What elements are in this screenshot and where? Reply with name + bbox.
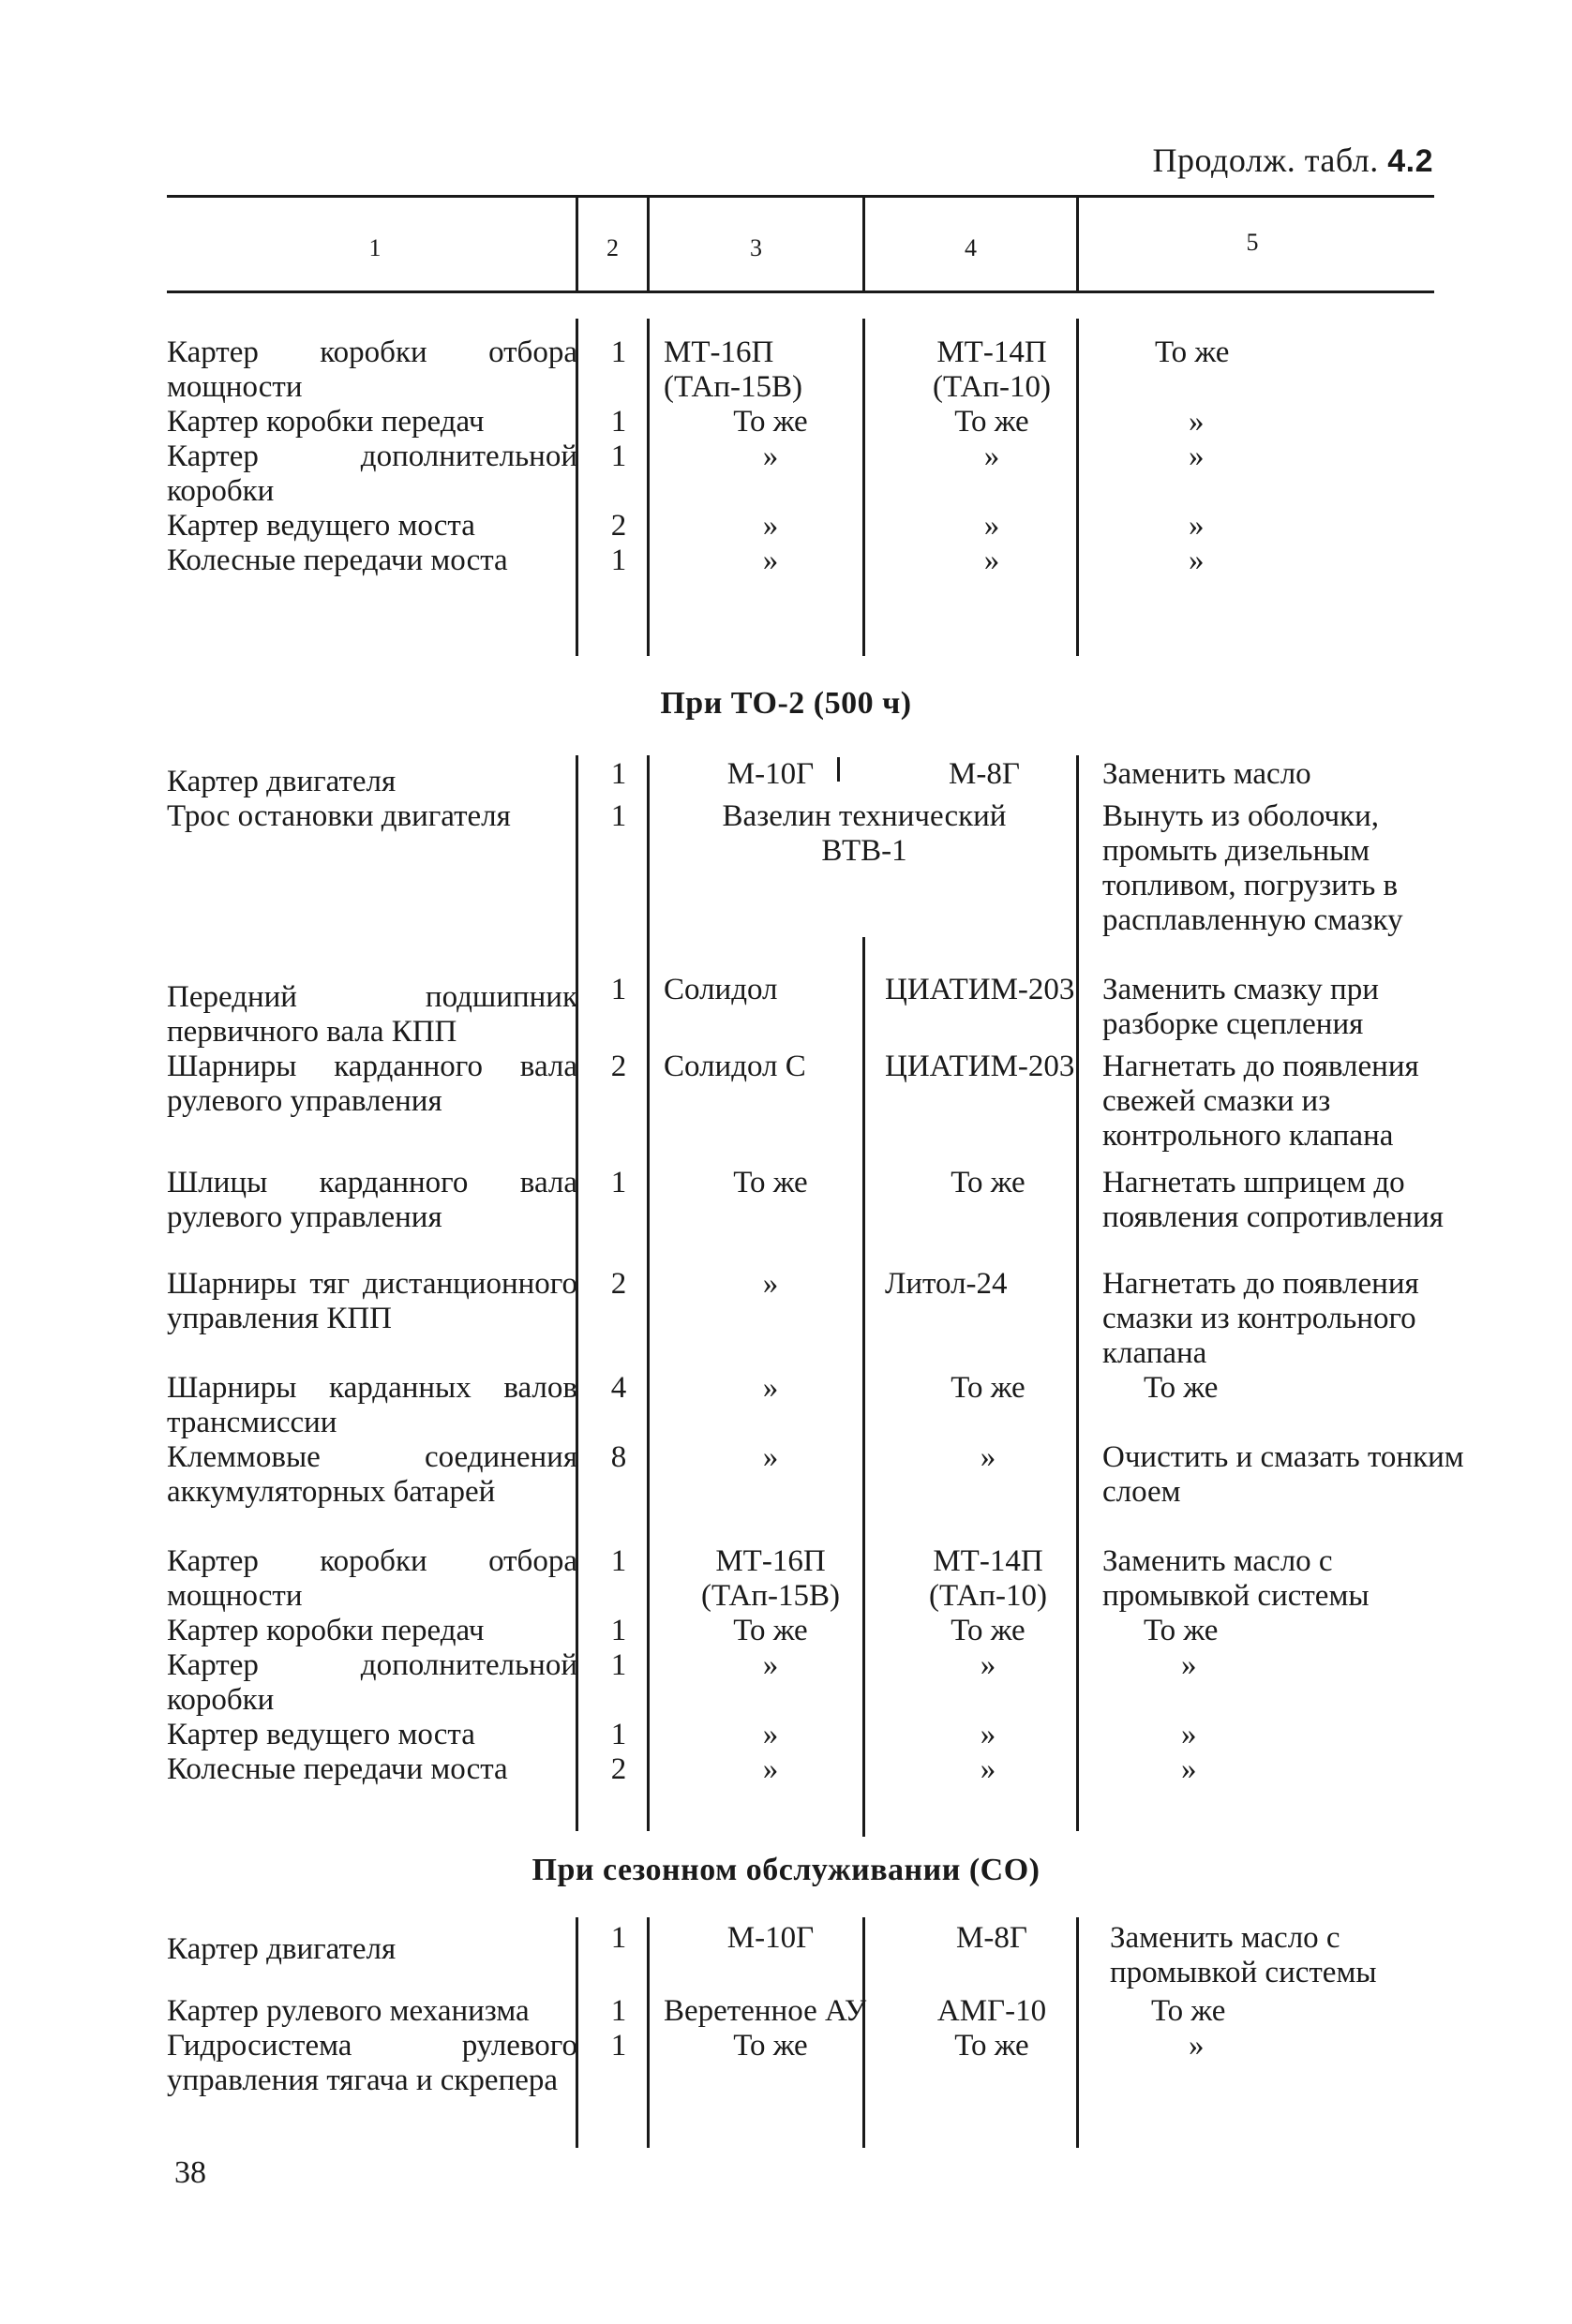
table-row [167,757,1464,799]
to2-row-13-summer: » [762,1752,779,1786]
row-top-5-qty: 1 [610,544,627,577]
to2-row-8-summer: » [762,1440,779,1474]
row-top-5-note: » [1189,544,1205,577]
column-header-3: 3 [750,234,762,261]
to2-row-3-winter: ЦИАТИМ-203 [885,973,1075,1006]
table-row [167,1614,1464,1648]
row-top-4-summer: » [762,509,779,543]
to2-row-7-note: То же [1144,1371,1219,1405]
table-row [167,1752,1464,1787]
table-row [167,973,1464,1050]
table-row [167,1921,1472,1994]
so-row-3-qty: 1 [610,2029,627,2063]
to2-row-11-name: Картер дополнительной коробки [167,1648,577,1717]
row-top-4-name: Картер ведущего моста [167,509,475,543]
so-row-2-winter: АМГ-10 [936,1994,1047,2028]
table-top-rule [167,195,1434,198]
row-top-5-name: Колесные передачи моста [167,544,508,577]
table-row [167,405,1517,439]
page-number: 38 [174,2155,206,2190]
to2-row-7-name: Шарниры карданных валов трансмиссии [167,1371,577,1439]
to2-row-9-summer: МТ-16П (ТАп-15В) [701,1544,840,1613]
to2-row-10-qty: 1 [610,1614,627,1647]
to2-row-13-qty: 2 [610,1752,627,1786]
row-top-2-qty: 1 [610,405,627,439]
to2-row-1-winter: М-8Г [949,757,1020,791]
table-block-so [167,1921,1472,2098]
to2-row-5-summer: То же [733,1166,808,1199]
to2-row-8-name: Клеммовые соединения аккумуляторных батарей [167,1440,577,1509]
to2-row-1-qty: 1 [610,757,627,791]
to2-row-11-note: » [1181,1648,1197,1682]
column-header-4: 4 [965,234,977,261]
to2-row-2-lubricant: Вазелин технический ВТВ-1 [722,799,1007,868]
table-row [167,439,1517,509]
table-row [167,1648,1464,1718]
to2-row-7-winter: То же [951,1371,1026,1405]
to2-row-2-qty: 1 [610,799,627,833]
column-header-5: 5 [1246,229,1259,256]
so-row-1-winter: М-8Г [956,1921,1027,1955]
row-top-2-name: Картер коробки передач [167,405,485,439]
to2-row-2-name: Трос остановки двигателя [167,799,511,833]
to2-row-13-name: Колесные передачи моста [167,1752,508,1786]
row-top-2-note: » [1189,405,1205,439]
section-title-to2: При ТО-2 (500 ч) [660,686,912,721]
to2-row-9-qty: 1 [610,1544,627,1578]
to2-row-2-note: Вынуть из оболочки, промыть дизельным топливом, погрузить в расплавленную смазку [1102,799,1403,937]
to2-row-10-note: То же [1144,1614,1219,1647]
table-row [167,1718,1464,1752]
row-top-1-winter: МТ-14П (ТАп-10) [933,335,1051,404]
so-row-3-winter: То же [954,2029,1029,2063]
row-top-3-name: Картер дополнительной коробки [167,439,577,508]
to2-row-13-winter: » [980,1752,996,1786]
to2-row-1-summer: М-10Г [726,757,815,791]
to2-row-7-summer: » [762,1371,779,1405]
row-top-3-note: » [1189,439,1205,473]
table-row [167,1267,1464,1371]
to2-row-6-name: Шарниры тяг дистанционного управления КПП [167,1267,577,1335]
table-header-bottom-rule [167,290,1434,293]
so-row-3-note: » [1189,2029,1205,2063]
row-top-4-qty: 2 [610,509,627,543]
to2-row-12-name: Картер ведущего моста [167,1718,475,1751]
to2-row-10-name: Картер коробки передач [167,1614,485,1647]
table-row [167,799,1464,973]
to2-row-6-winter: Литол-24 [885,1267,1008,1301]
table-block-to2 [167,757,1464,1787]
to2-row-5-qty: 1 [610,1166,627,1199]
table-row [167,544,1517,578]
to2-row-10-winter: То же [951,1614,1026,1647]
to2-row-8-qty: 8 [610,1440,627,1474]
table-block-top [167,335,1517,578]
continuation-text: Продолж. табл. [1152,142,1379,179]
table-row [167,1050,1464,1166]
to2-row-10-summer: То же [733,1614,808,1647]
to2-row-6-qty: 2 [610,1267,627,1301]
row-top-2-winter: То же [954,405,1029,439]
to2-row-3-note: Заменить смазку при разборке сцепления [1102,973,1379,1041]
to2-row-12-winter: » [980,1718,996,1751]
to2-row-1-name: Картер двигателя [167,765,397,798]
row-top-1-summer: МТ-16П (ТАп-15В) [664,335,802,404]
to2-row-5-winter: То же [951,1166,1026,1199]
to2-row-4-note: Нагнетать до появления свежей смазки из контрольного клапана [1102,1050,1419,1153]
so-row-2-name: Картер рулевого механизма [167,1994,530,2028]
to2-row-1-note: Заменить масло [1102,757,1311,791]
to2-row-11-winter: » [980,1648,996,1682]
row-top-5-winter: » [983,544,1000,577]
to2-row-13-note: » [1181,1752,1197,1786]
to2-row-12-summer: » [762,1718,779,1751]
so-row-1-summer: М-10Г [726,1921,815,1955]
row-top-5-summer: » [762,544,779,577]
to2-row-12-note: » [1181,1718,1197,1751]
to2-row-9-name: Картер коробки отбора мощности [167,1544,577,1613]
so-row-1-qty: 1 [610,1921,627,1955]
to2-row-8-note: Очистить и смазать тонким слоем [1102,1440,1464,1509]
table-row [167,1544,1464,1614]
row-top-1-note: То же [1155,335,1230,369]
to2-row-4-qty: 2 [610,1050,627,1083]
table-row [167,509,1517,544]
so-row-1-name: Картер двигателя [167,1932,397,1966]
to2-row-9-note: Заменить масло с промывкой системы [1102,1544,1370,1613]
to2-row-3-name: Передний подшипник первичного вала КПП [167,980,577,1049]
to2-row-6-summer: » [762,1267,779,1301]
table-row [167,335,1517,405]
to2-row-5-name: Шлицы карданного вала рулевого управления [167,1166,577,1234]
table-row [167,1994,1472,2029]
column-header-1: 1 [368,234,382,261]
to2-row-5-note: Нагнетать шприцем до появления сопротивления [1102,1166,1444,1234]
section-title-so: При сезонном обслуживании (СО) [531,1853,1041,1887]
column-header-2: 2 [606,234,619,261]
so-row-3-summer: То же [733,2029,808,2063]
so-row-2-note: То же [1151,1994,1226,2028]
to2-row-6-note: Нагнетать до появления смазки из контрольного клапана [1102,1267,1419,1370]
to2-row-3-summer: Солидол [664,973,778,1006]
table-row [167,1440,1464,1544]
so-row-3-name: Гидросистема рулевого управления тягача и скрепера [167,2029,577,2097]
to2-row-12-qty: 1 [610,1718,627,1751]
to2-row-4-summer: Солидол С [664,1050,806,1083]
row-top-3-qty: 1 [610,439,627,473]
row-top-4-winter: » [983,509,1000,543]
to2-row-3-qty: 1 [610,973,627,1006]
to2-row-9-winter: МТ-14П (ТАп-10) [929,1544,1047,1613]
table-row [167,1166,1464,1267]
to2-row-4-winter: ЦИАТИМ-203 [885,1050,1075,1083]
row-top-3-summer: » [762,439,779,473]
so-row-2-summer: Веретенное АУ [664,1994,867,2028]
table-row [167,2029,1472,2098]
to2-row-11-summer: » [762,1648,779,1682]
to2-row-7-qty: 4 [610,1371,627,1405]
row-top-3-winter: » [983,439,1000,473]
table-row [167,1371,1464,1440]
table-continuation-label [1153,141,1433,180]
row-top-1-qty: 1 [610,335,627,369]
to2-row-11-qty: 1 [610,1648,627,1682]
row-top-4-note: » [1189,509,1205,543]
table-number: 4.2 [1387,143,1433,179]
row-top-1-name: Картер коробки отбора мощности [167,335,577,404]
to2-row-8-winter: » [980,1440,996,1474]
so-row-2-qty: 1 [610,1994,627,2028]
to2-row-4-name: Шарниры карданного вала рулевого управления [167,1050,577,1118]
so-row-1-note: Заменить масло с промывкой системы [1110,1921,1377,1989]
row-top-2-summer: То же [733,405,808,439]
